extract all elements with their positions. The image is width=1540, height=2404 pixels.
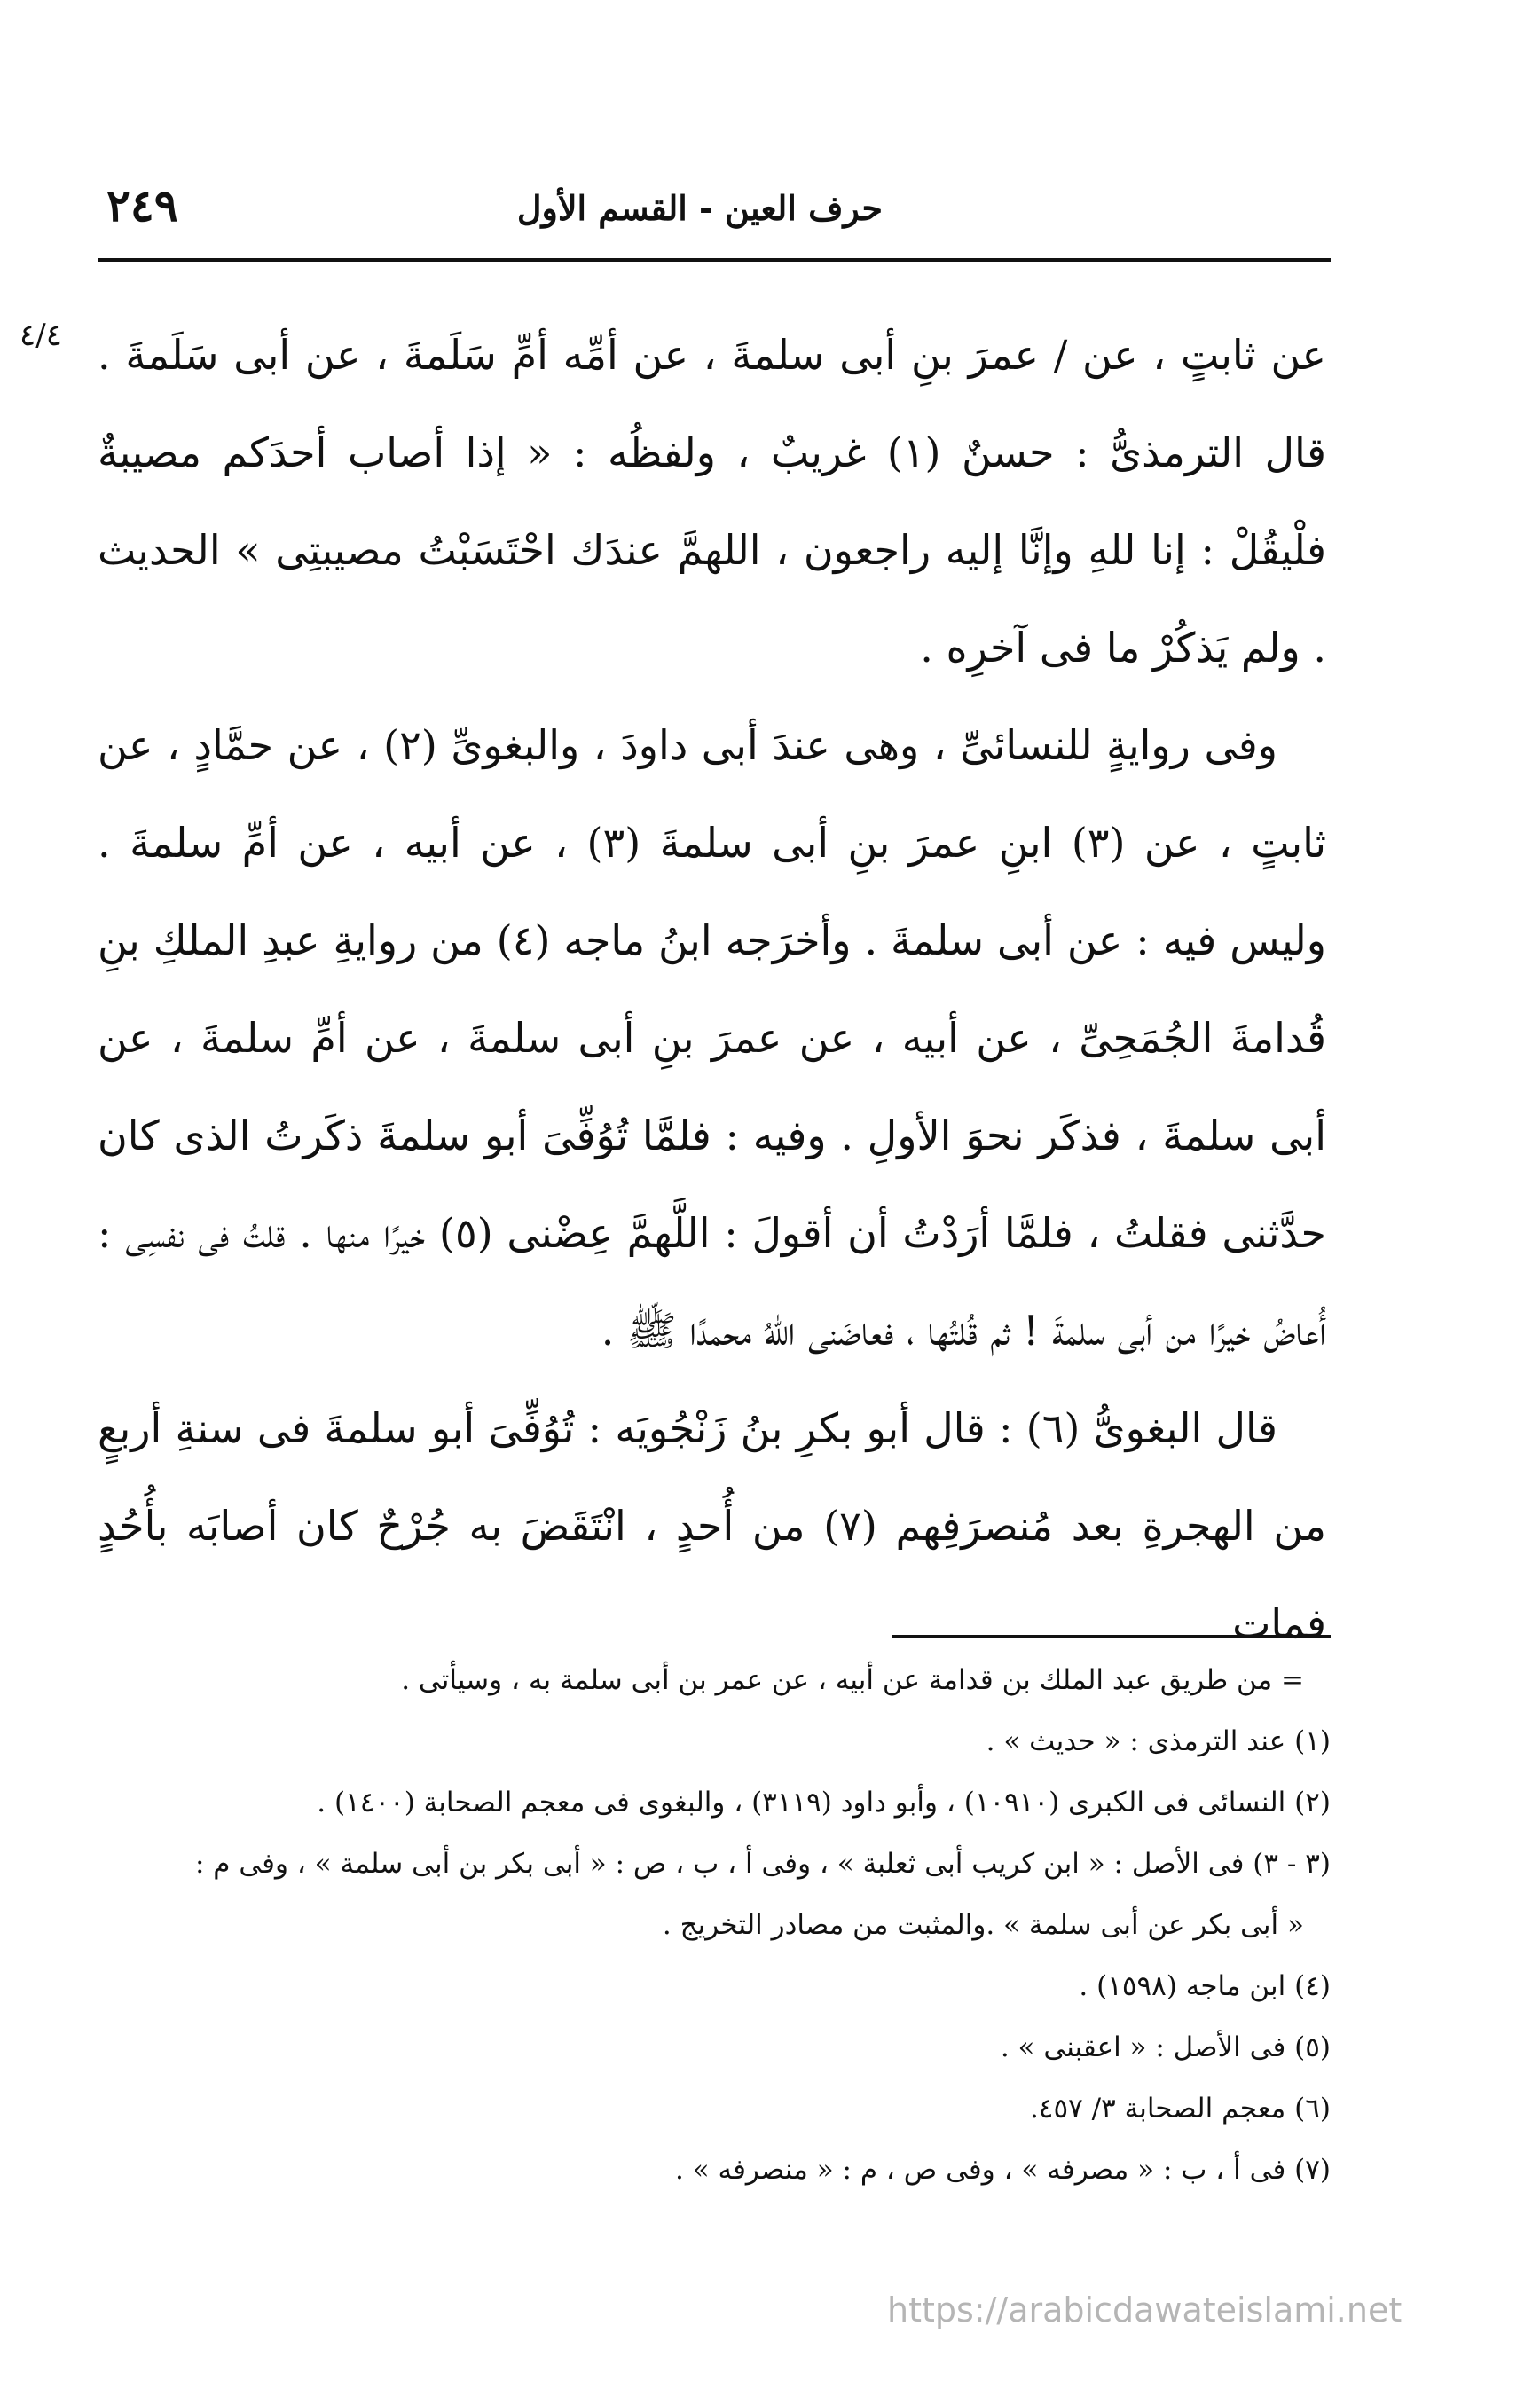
footnote-2: (٢) النسائى فى الكبرى (١٠٩١٠) ، وأبو داود (٣١١٩) ، والبغوى فى معجم الصحابة (١٤٠٠) . <box>317 1787 1331 1819</box>
margin-note: ٤/٤ <box>20 318 62 353</box>
paragraph-1: عن ثابتٍ ، عن / عمرَ بنِ أبى سلمةَ ، عن أمِّه أمِّ سَلَمةَ ، عن أبى سَلَمةَ . قال الترمذىُّ : حسنٌ (١) غريبٌ ، ولفظُه : « إذا أصاب أحدَكم مصيبةٌ فلْيقُلْ : إنا للهِ وإنَّا إليه راجعون ، اللهمَّ عندَك احْتَسَبْتُ مصيبتِى » الحديث . ولم يَذكُرْ ما فى آخرِه . <box>98 331 1326 672</box>
footnote-6: (٦) معجم الصحابة ٣/ ٤٥٧. <box>1029 2093 1331 2125</box>
watermark-url: https://arabicdawateislami.net <box>887 2290 1402 2329</box>
running-title: حرف العين - القسم الأول <box>516 188 883 228</box>
footnote-separator <box>892 1635 1331 1638</box>
footnote-3-continued: « أبى بكر عن أبى سلمة » .والمثبت من مصادر التخريج . <box>662 1909 1304 1941</box>
footnote-5: (٥) فى الأصل : « اعقبنى » . <box>1000 2031 1331 2063</box>
header-rule <box>98 258 1331 262</box>
footnote-continuation: = من طريق عبد الملك بن قدامة عن أبيه ، عن عمر بن أبى سلمة به ، وسيأتى . <box>401 1664 1304 1696</box>
footnote-7: (٧) فى أ ، ب : « مصرفه » ، وفى ص ، م : « منصرفه » . <box>674 2154 1331 2186</box>
page-header <box>98 169 1331 253</box>
footnote-1: (١) عند الترمذى : « حديث » . <box>986 1725 1331 1757</box>
footnote-3: (٣ - ٣) فى الأصل : « ابن كريب أبى ثعلبة » ، وفى أ ، ب ، ص : « أبى بكر بن أبى سلمة » ، وفى م : <box>195 1848 1331 1880</box>
main-text <box>98 306 1326 1672</box>
page-number: ٢٤٩ <box>106 179 178 232</box>
footnotes <box>98 1650 1331 2201</box>
footnote-4: (٤) ابن ماجه (١٥٩٨) . <box>1079 1970 1331 2002</box>
paragraph-2: وفى روايةٍ للنسائىِّ ، وهى عندَ أبى داودَ ، والبغوىِّ (٢) ، عن حمَّادٍ ، عن ثابتٍ ، عن (٣) ابنِ عمرَ بنِ أبى سلمةَ (٣) ، عن أبيه ، عن أمِّ سلمةَ . وليس فيه : عن أبى سلمةَ . وأخرَجه ابنُ ماجه (٤) من روايةِ عبدِ الملكِ بنِ قُدامةَ الجُمَحِىِّ ، عن أبيه ، عن عمرَ بنِ أبى سلمةَ ، عن أمِّ سلمةَ ، عن أبى سلمةَ ، فذكَر نحوَ الأولِ . وفيه : فلمَّا تُوُفِّىَ أبو سلمةَ ذكَرتُ الذى كان حدَّثنى فقلتُ ، فلمَّا أرَدْتُ أن أقولَ : اللَّهمَّ عِضْنى (٥) خيرًا منها . قلتُ فى نفسِى : أُعاضُ خيرًا من أبى سلمةَ ! ثم قُلتُها ، فعاضَنى اللهُ محمدًا ﷺ . <box>98 721 1326 1355</box>
paragraph-3: قال البغوىُّ (٦) : قال أبو بكرِ بنُ زَنْجُويَه : تُوُفِّىَ أبو سلمةَ فى سنةِ أربعٍ من الهجرةِ بعد مُنصرَفِهم (٧) من أُحدٍ ، انْتَقَضَ به جُرْحٌ كان أصابَه بأُحُدٍ فمات <box>98 1404 1326 1647</box>
